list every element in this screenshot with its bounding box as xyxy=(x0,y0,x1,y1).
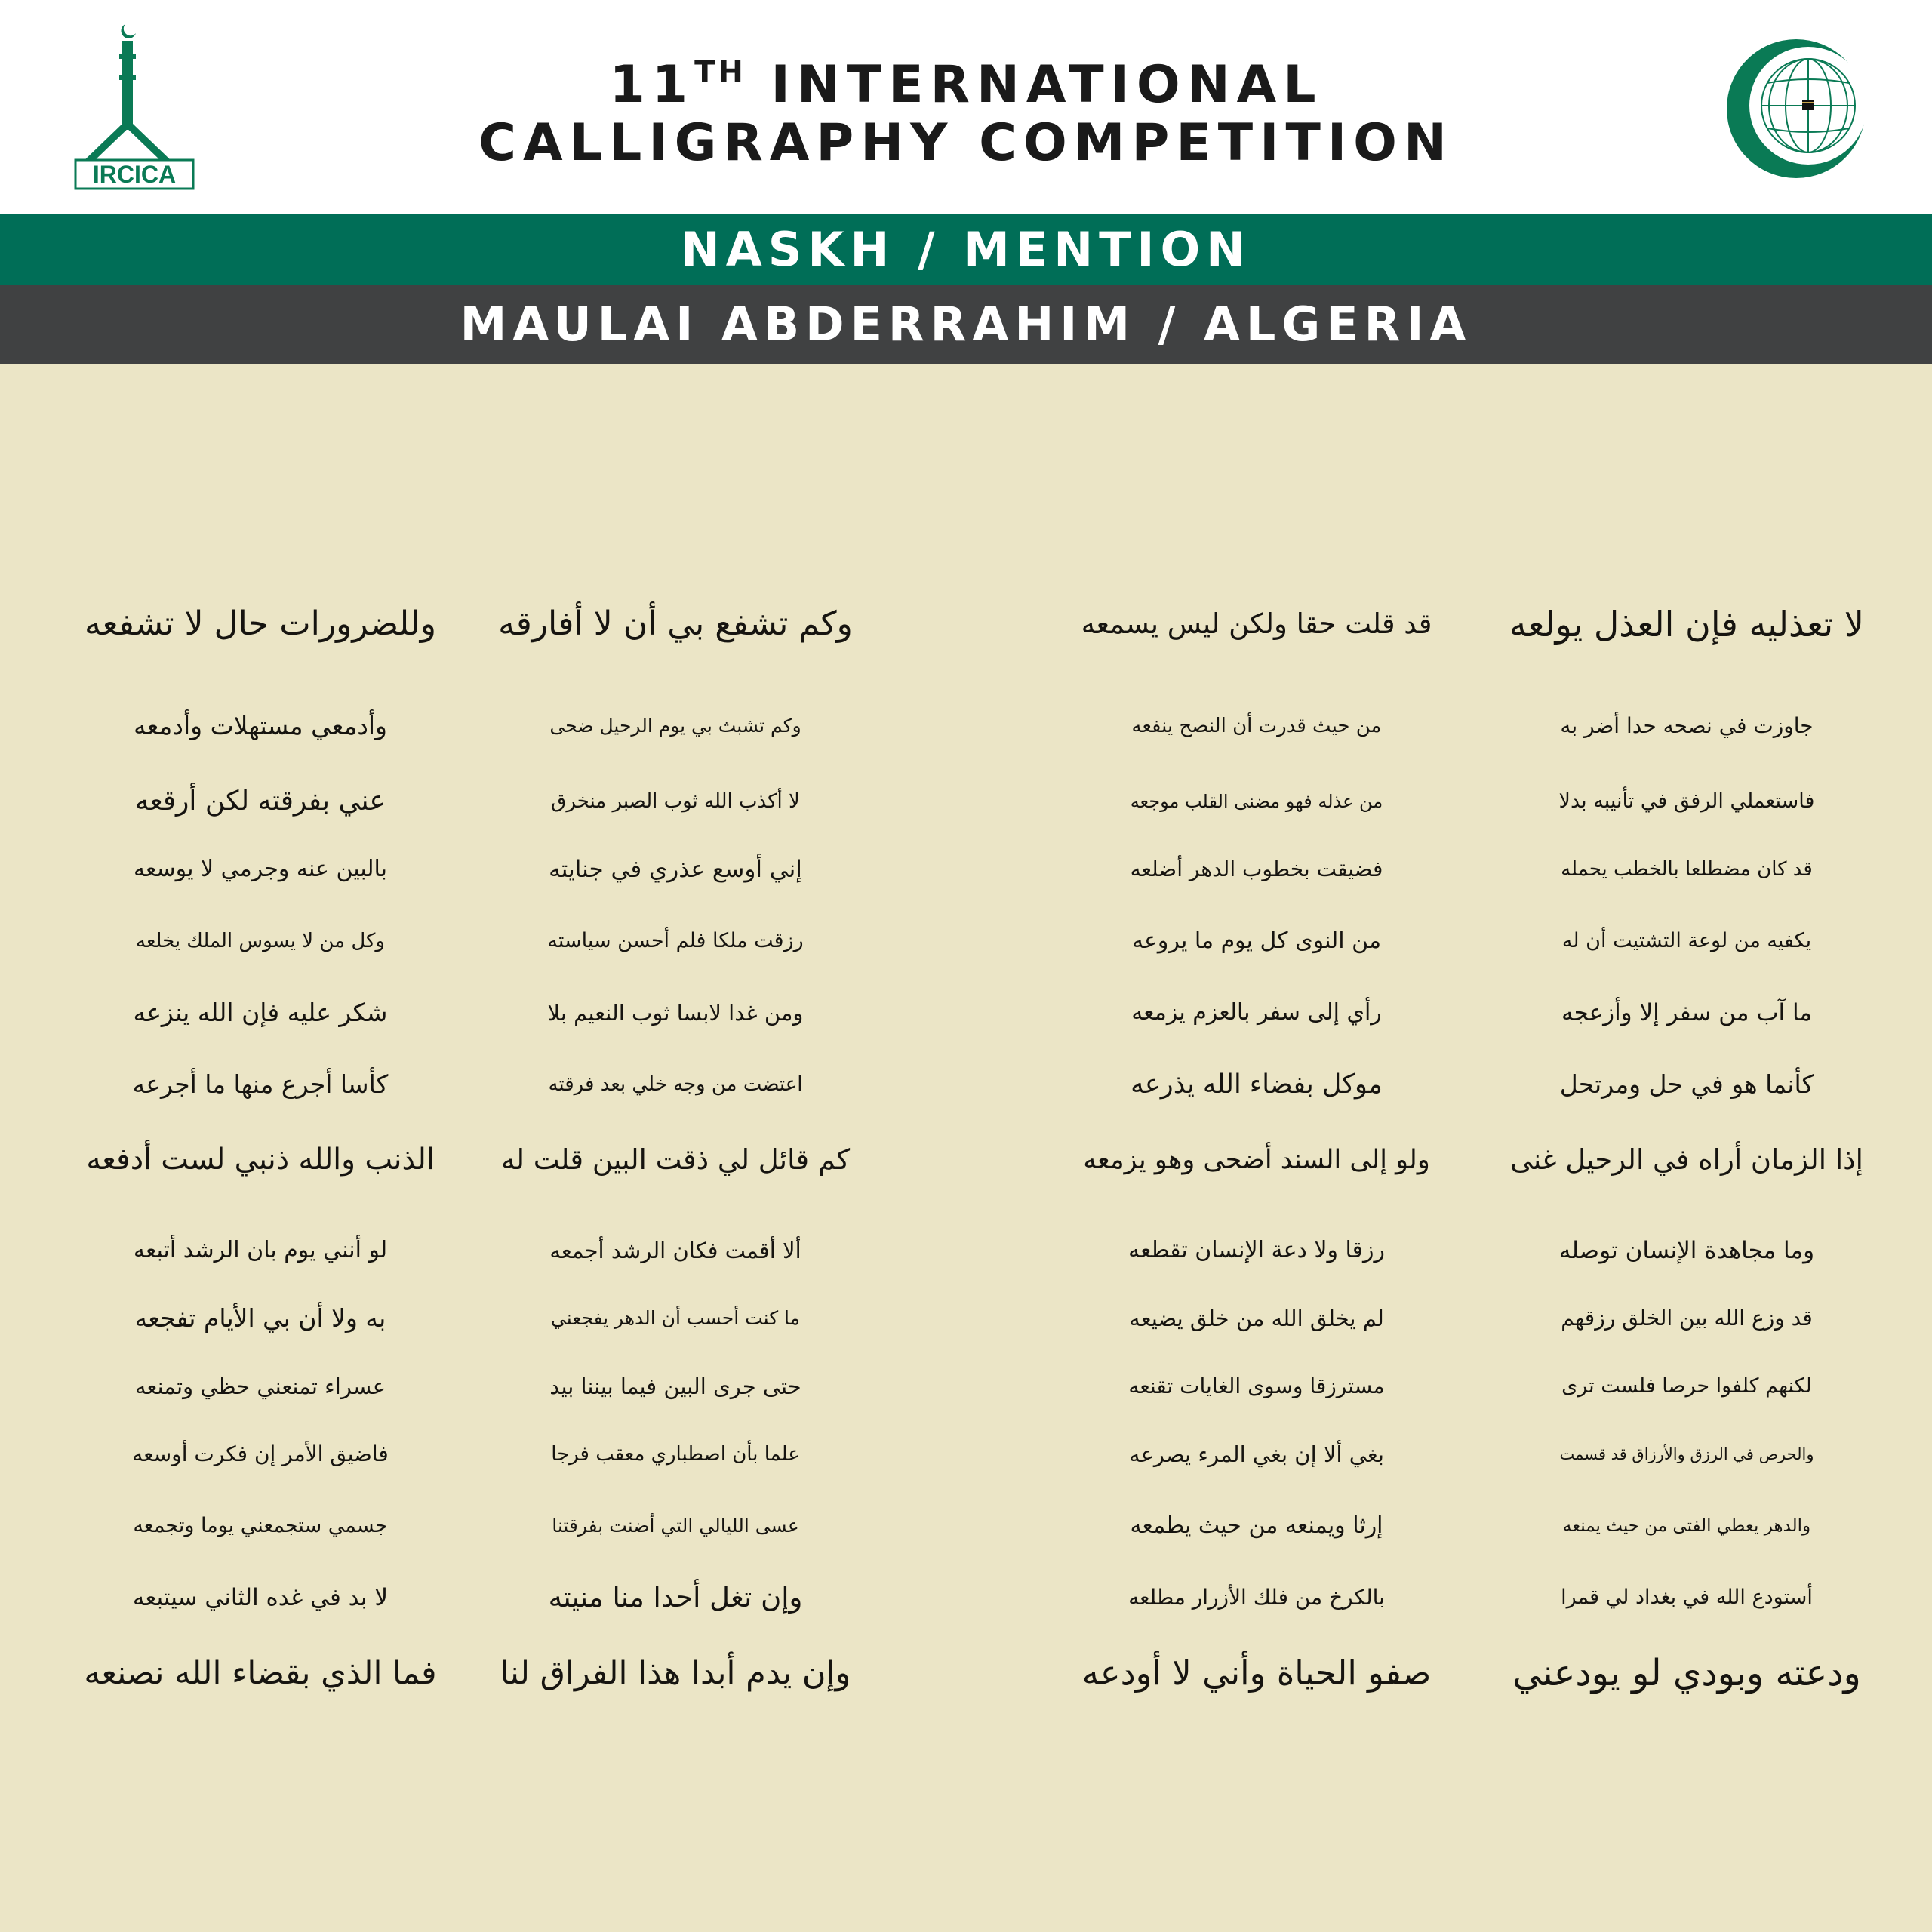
verse-line: ودعته وبودي لو يودعني xyxy=(1512,1652,1861,1694)
header xyxy=(0,0,1932,214)
verse-line: موكل بفضاء الله يذرعه xyxy=(1131,1069,1383,1100)
verse-line: إذا الزمان أراه في الرحيل غنى xyxy=(1510,1143,1863,1176)
verse-line: حتى جرى البين فيما بيننا بيد xyxy=(549,1374,801,1399)
verse-line: من عذله فهو مضنى القلب موجعه xyxy=(1130,791,1383,812)
verse-line: إني أوسع عذري في جنايته xyxy=(549,856,802,883)
title-ordinal-suffix: TH xyxy=(694,55,746,90)
verse-line: وأدمعي مستهلات وأدمعه xyxy=(133,711,387,740)
verse-line: جسمي ستجمعني يوما وتجمعه xyxy=(133,1514,388,1537)
verse-line: ألا أقمت فكان الرشد أجمعه xyxy=(549,1238,801,1263)
verse-line: وما مجاهدة الإنسان توصله xyxy=(1558,1237,1815,1264)
verse-line: به ولا أن بي الأيام تفجعه xyxy=(134,1303,386,1333)
verse-line: كم قائل لي ذقت البين قلت له xyxy=(500,1143,851,1176)
verse-line: شكر عليه فإن الله ينزعه xyxy=(133,998,388,1027)
oic-crescent-globe-logo-icon xyxy=(1724,33,1875,184)
verse-line: رزقت ملكا فلم أحسن سياسته xyxy=(547,929,804,952)
verse-line: قد كان مضطلعا بالخطب يحمله xyxy=(1561,858,1813,881)
verse-column-3 xyxy=(498,364,853,1932)
verse-line: أستودع الله في بغداد لي قمرا xyxy=(1561,1586,1813,1609)
verse-line: وكم تشبث بي يوم الرحيل ضحى xyxy=(549,715,801,737)
title-international: INTERNATIONAL xyxy=(771,55,1323,115)
verse-line: بالبين عنه وجرمي لا يوسعه xyxy=(133,856,388,882)
verse-line: بالكرخ من فلك الأزرار مطلعه xyxy=(1128,1585,1385,1610)
ircica-logo-text: IRCICA xyxy=(92,161,177,188)
verse-line: وللضرورات حال لا تشفعه xyxy=(85,605,436,643)
verse-line: وإن يدم أبدا هذا الفراق لنا xyxy=(500,1654,851,1692)
verse-line: رزقا ولا دعة الإنسان تقطعه xyxy=(1128,1237,1385,1263)
verse-line: لم يخلق الله من خلق يضيعه xyxy=(1129,1306,1384,1331)
verse-line: ما كنت أحسب أن الدهر يفجعني xyxy=(550,1307,801,1329)
verse-line: جاوزت في نصحه حدا أضر به xyxy=(1560,713,1814,738)
title-ordinal: 11 xyxy=(609,55,695,115)
verse-line: ومن غدا لابسا ثوب النعيم بلا xyxy=(547,1000,804,1026)
verse-line: يكفيه من لوعة التشتيت أن له xyxy=(1561,929,1812,952)
verse-line: مسترزقا وسوى الغايات تقنعه xyxy=(1128,1374,1385,1398)
verse-line: لا بد في غده الثاني سيتبعه xyxy=(132,1584,389,1611)
verse-line: وإن تغل أحدا منا منيته xyxy=(548,1581,803,1614)
verse-line: كأسا أجرع منها ما أجرعه xyxy=(132,1069,389,1099)
verse-line: من حيث قدرت أن النصح ينفعه xyxy=(1131,715,1382,737)
verse-line: قد قلت حقا ولكن ليس يسمعه xyxy=(1081,608,1432,640)
verse-line: لو أنني يوم بان الرشد أتبعه xyxy=(133,1237,388,1263)
verse-line: قد وزع الله بين الخلق رزقهم xyxy=(1561,1306,1813,1331)
verse-line: فاستعملي الرفق في تأنيبه بدلا xyxy=(1558,789,1815,813)
verse-line: ما آب من سفر إلا وأزعجه xyxy=(1561,999,1813,1026)
verse-line: عسى الليالي التي أضنت بفرقتنا xyxy=(552,1515,799,1537)
category-band xyxy=(0,214,1932,285)
verse-column-2 xyxy=(1079,364,1434,1932)
verse-line: الذنب والله ذنبي لست أدفعه xyxy=(86,1143,435,1177)
verse-line: صفو الحياة وأني لا أودعه xyxy=(1081,1653,1432,1693)
verse-line: رأي إلى سفر بالعزم يزمعه xyxy=(1131,999,1382,1026)
verse-line: عسراء تمنعني حظي وتمنعه xyxy=(134,1374,386,1399)
competition-title-line-1 xyxy=(0,42,1932,115)
verse-line: فضيقت بخطوب الدهر أضلعه xyxy=(1130,857,1383,881)
verse-line: وكل من لا يسوس الملك يخلعه xyxy=(136,930,385,952)
verse-line: لا تعذليه فإن العذل يولعه xyxy=(1509,604,1864,645)
verse-line: علما بأن اصطباري معقب فرجا xyxy=(551,1443,800,1466)
verse-line: وكم تشفع بي أن لا أفارقه xyxy=(498,605,853,643)
verse-line: والحرص في الرزق والأرزاق قد قسمت xyxy=(1559,1445,1814,1463)
verse-line: ولو إلى السند أضحى وهو يزمعه xyxy=(1083,1145,1430,1175)
verse-line: من النوى كل يوم ما يروعه xyxy=(1131,928,1382,954)
competition-title-line-2: CALLIGRAPHY COMPETITION xyxy=(478,113,1454,173)
category-text: NASKH / MENTION xyxy=(680,222,1252,277)
verse-line: والدهر يعطي الفتى من حيث يمنعه xyxy=(1562,1516,1811,1536)
verse-line: فاضيق الأمر إن فكرت أوسعه xyxy=(132,1441,389,1466)
verse-line: فما الذي بقضاء الله نصنعه xyxy=(84,1654,437,1692)
verse-line: لا أكذب الله ثوب الصبر منخرق xyxy=(551,790,800,813)
verse-line: لكنهم كلفوا حرصا فلست ترى xyxy=(1561,1374,1812,1398)
verse-line: اعتضت من وجه خلي بعد فرقته xyxy=(548,1073,803,1096)
artist-text: MAULAI ABDERRAHIM / ALGERIA xyxy=(460,297,1472,352)
artist-band xyxy=(0,285,1932,364)
verse-line: إرثا ويمنعه من حيث يطمعه xyxy=(1130,1512,1383,1539)
calligraphy-artwork xyxy=(0,364,1932,1932)
verse-column-1 xyxy=(1509,364,1864,1932)
verse-column-4 xyxy=(83,364,438,1932)
verse-line: بغي ألا إن بغي المرء يصرعه xyxy=(1129,1441,1384,1467)
verse-line: عني بفرقته لكن أرقعه xyxy=(135,786,386,817)
verse-line: كأنما هو في حل ومرتحل xyxy=(1559,1069,1814,1099)
